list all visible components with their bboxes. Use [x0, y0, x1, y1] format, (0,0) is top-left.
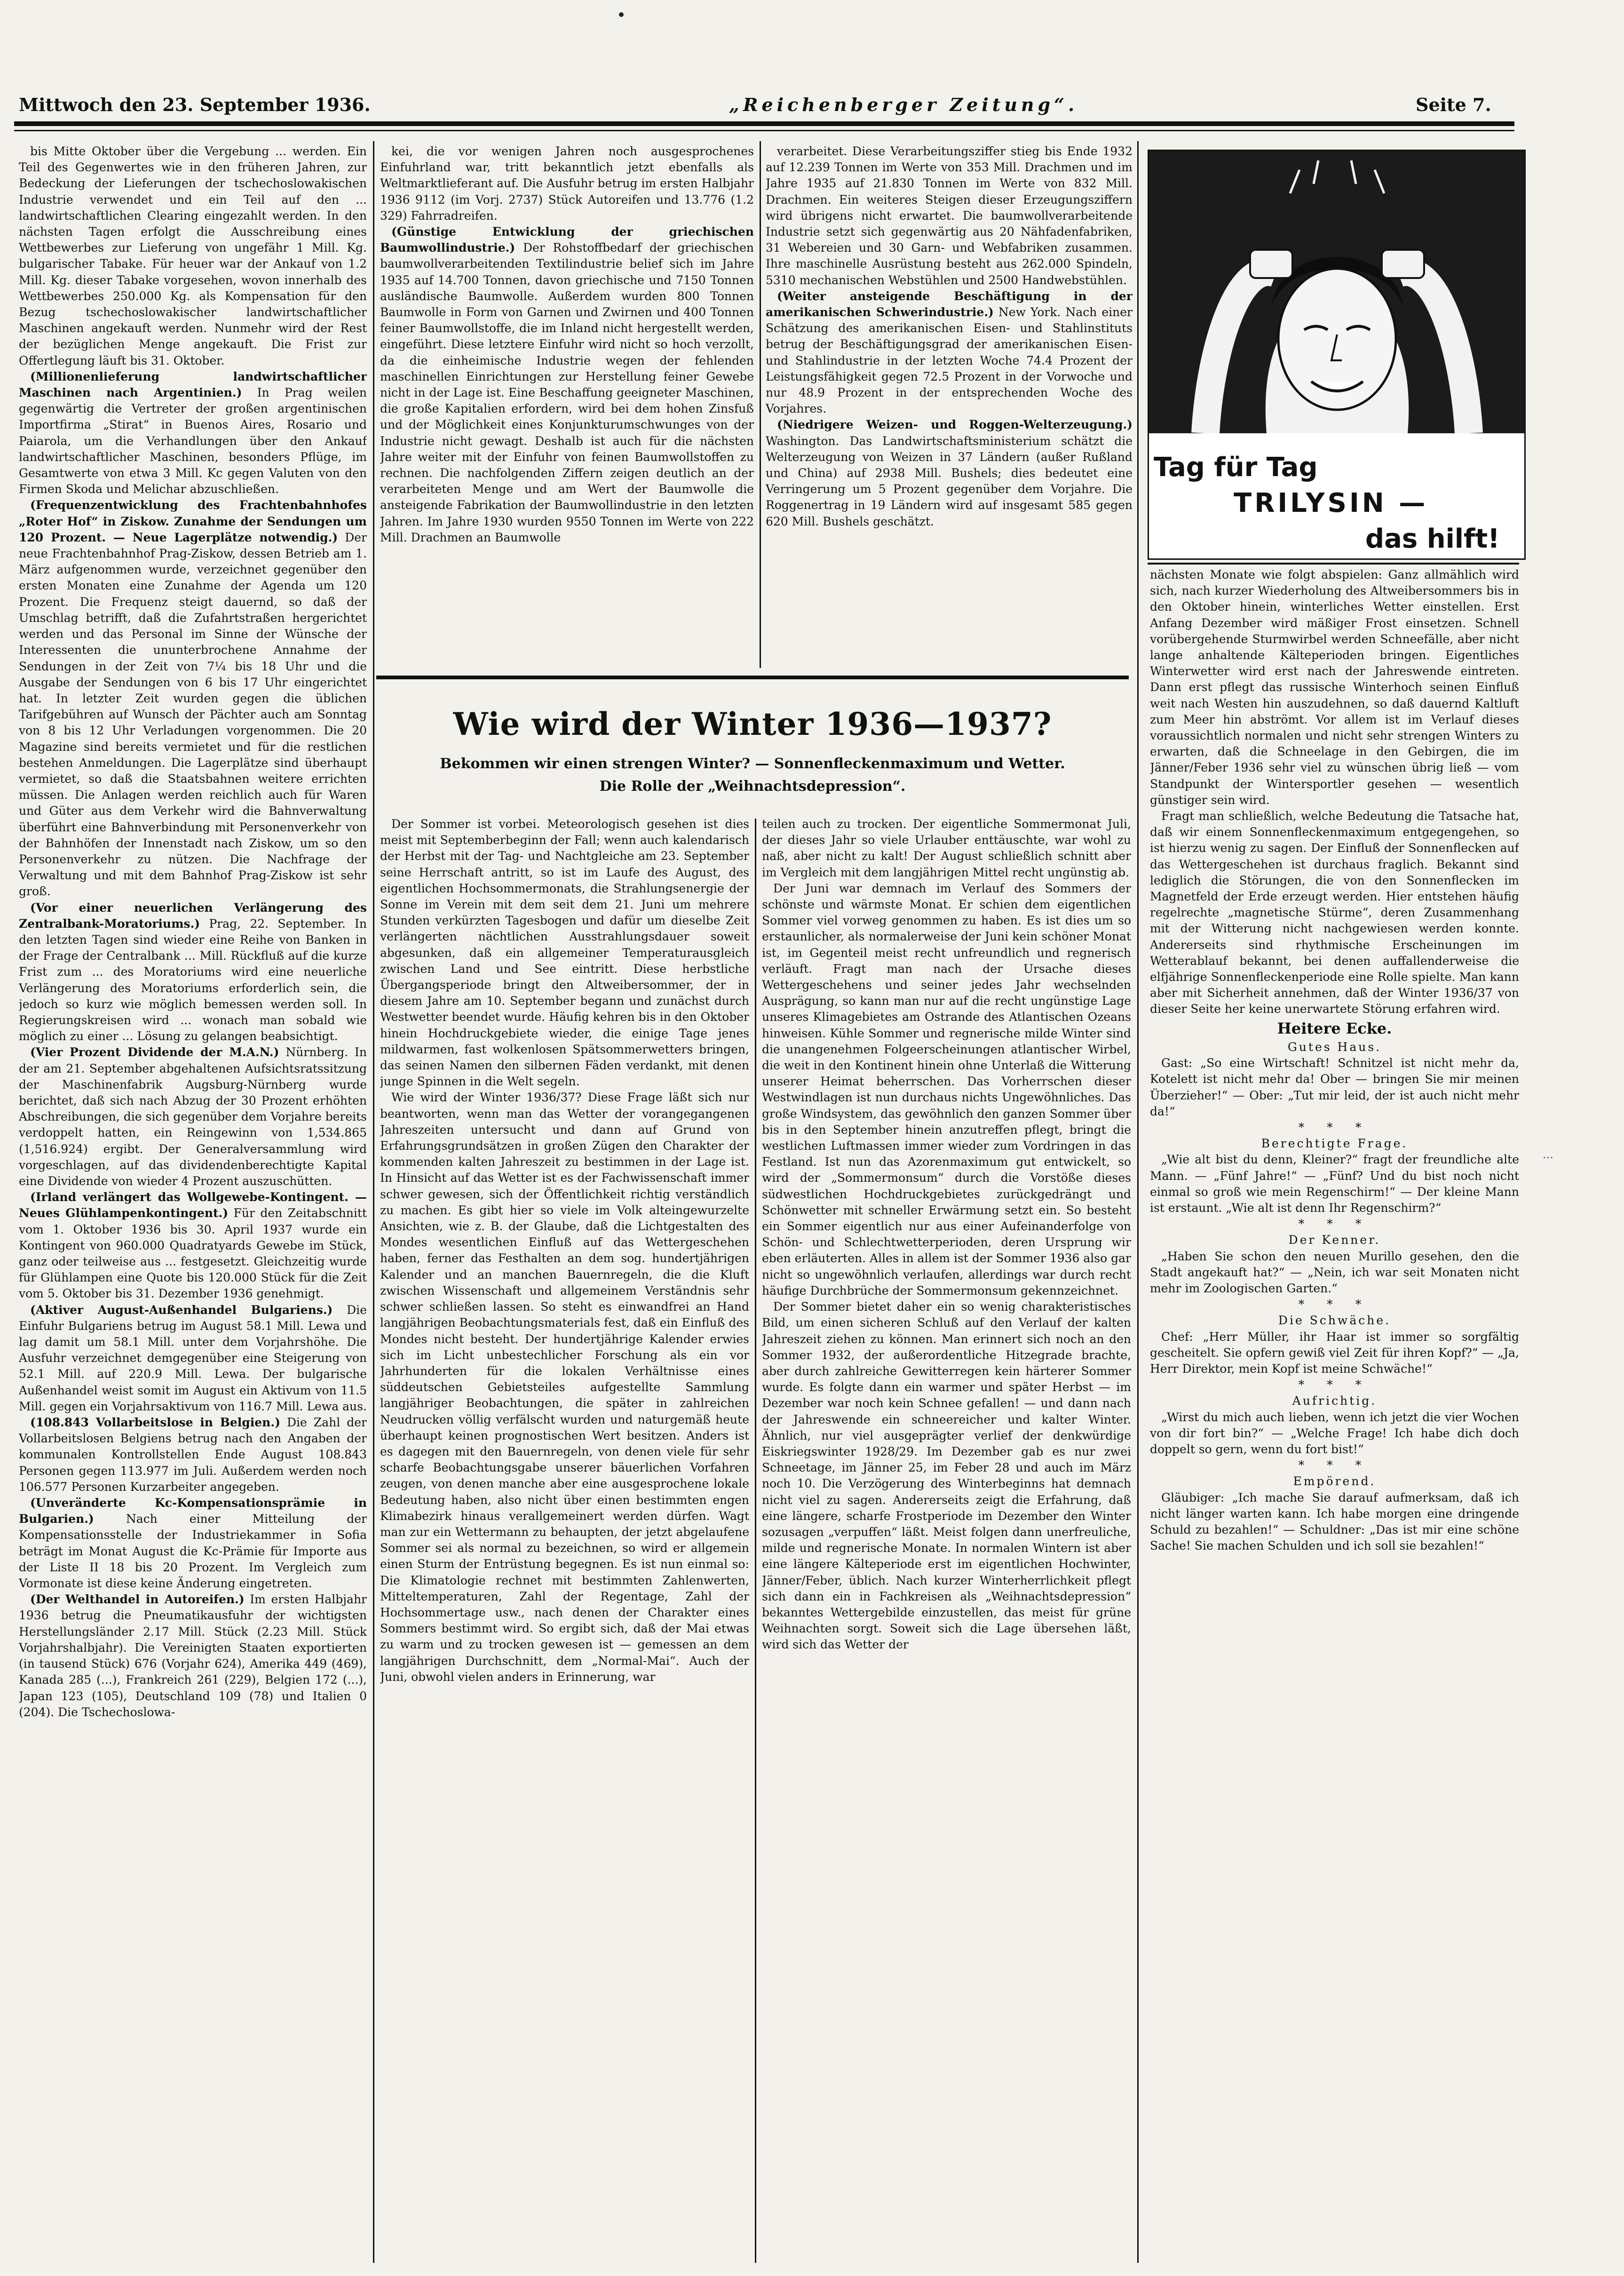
- joke-title: Gutes Haus.: [1287, 1040, 1382, 1054]
- news-heading: (Frequenzentwicklung des Frachtenbahnhofes „Roter Hof“ in Ziskow. Zunahme der Sendungen um 120 Prozent. — Neue Lagerplätze notwendig.): [19, 498, 367, 544]
- news-text: Der Rohstoffbedarf der griechischen baumwollverarbeitenden Textilindustrie belief sich im Jahre 1935 auf 14.700 Tonnen, davon griechische und 7150 Tonnen ausländische Baumwolle. Außerdem wurden 800 Tonnen Baumwolle in Form von Garnen und Zwirnen und 400 Tonnen feiner Baumwollstoffe, die im Inland nicht hergestellt werden, eingeführt. Diese letztere Einfuhr wird nicht so hoch verzollt, da die einheimische Industrie wegen der fehlenden maschinellen Einrichtungen zur Herstellung feiner Gewebe nicht in der Lage ist. Eine Beschaffung geeigneter Maschinen, die große Kapitalien erfordern, wird bei dem hohen Zinsfuß und der Möglichkeit eines Konjunkturumschwunges von der Industrie nicht gewagt. Deshalb ist auch für die nächsten Jahre weiter mit der Einfuhr von feinen Baumwollstoffen zu rechnen. Die nachfolgenden Ziffern zeigen deutlich an der verarbeiteten Menge und am Wert der Baumwolle die ansteigende Fabrikation der Baumwollindustrie in den letzten Jahren. Im Jahre 1930 wurden 9550 Tonnen im Werte von 222 Mill. Drachmen an Baumwolle: [380, 241, 754, 544]
- news-text: Für den Zeitabschnitt vom 1. Oktober 1936 bis 30. April 1937 wurde ein Kontingent von 960.000 Quadratyards Gewebe im Stück, ganz oder teilweise aus ... festgesetzt. Gleichzeitig wurde für Glühlampen eine Quote bis 120.000 Stück für die Zeit vom 5. Oktober bis 31. Dezember 1936 genehmigt.: [19, 1206, 367, 1301]
- news-heading: (Niedrigere Weizen- und Roggen-Welterzeugung.): [777, 418, 1133, 432]
- margin-mark: ...: [1543, 1148, 1553, 1161]
- separator-stars: * * *: [1298, 1217, 1371, 1231]
- header-date: Mittwoch den 23. September 1936.: [19, 94, 371, 115]
- article-paragraph: Der Sommer ist vorbei. Meteorologisch gesehen ist dies meist mit Septemberbeginn der Fall; wenn auch kalendarisch der Herbst mit der Tag- und Nachtgleiche am 23. September seine Herrschaft antritt, so ist im Laufe des August, des eigentlichen Hochsommermonats, die Strahlungsenergie der Sonne im Verein mit dem seit dem 21. Juni um mehrere Stunden verkürzten Tagesbogen und dafür um dieselbe Zeit verlängerten nächtlichen Ausstrahlungsdauer soweit abgesunken, daß ein allgemeiner Temperaturausgleich zwischen Land und See eintritt. Diese herbstliche Übergangsperiode bringt den Altweibersommer, der in diesem Jahre am 10. September begann und zunächst durch Westwetter beendet wurde. Häufig kehren bis in den Oktober hinein Hochdruckgebiete wieder, die einige Tage jenes mildwarmen, fast wolkenlosen Spätsommerwetters bringen, das seinen Namen den silbernen Fäden verdankt, mit denen junge Spinnen in die Welt segeln.: [380, 817, 749, 1089]
- news-text: Prag, 22. September. In den letzten Tagen sind wieder eine Reihe von Banken in der Frage der Centralbank ... Mill. Rückfluß auf die kurze Frist zum ... des Moratoriums wird eine neuerliche Verlängerung des Moratoriums erforderlich sein, die jedoch so kurz wie möglich bemessen werden soll. In Regierungskreisen wird ... wonach man sobald wie möglich zu einer ... Lösung zu gelangen beabsichtigt.: [19, 916, 367, 1043]
- article-paragraph: Der Sommer bietet daher ein so wenig charakteristisches Bild, um einen sicheren Schluß auf den Verlauf der kalten Jahreszeit ziehen zu können. Man erinnert sich noch an den Sommer 1932, der außerordentliche Hitzegrade brachte, aber durch zahlreiche Gewitterregen kein härterer Sommer wurde. Es folgte dann ein warmer und später Herbst — im Dezember war noch kein Schnee gefallen! — und dann nach der Jahreswende ein schneereicher und kalter Winter. Ähnlich, nur viel ausgeprägter verlief der denkwürdige Eiskriegswinter 1928/29. Im Dezember gab es nur zwei Schneetage, im Jänner 25, im Feber 28 und auch im März noch 10. Die Verzögerung des Winterbeginns hat demnach nicht viel zu sagen. Andererseits zeigt die Erfahrung, daß eine längere, scharfe Frostperiode im Dezember den Winter sozusagen „verpuffen“ läßt. Meist folgen dann unerfreuliche, milde und regnerische Monate. In normalen Wintern ist aber eine längere Kälteperiode erst im eigentlichen Hochwinter, Jänner/Feber, üblich. Nach kurzer Winterherrlichkeit pflegt sich dann ein in Fachkreisen als „Weihnachtsdepression“ bekanntes Wettergebilde einzustellen, das meist für grüne Weihnachten sorgt. Soweit sich die Lage übersehen läßt, wird sich das Wetter der: [762, 1300, 1131, 1652]
- news-text: Im ersten Halbjahr 1936 betrug die Pneumatikausfuhr der wichtigsten Herstellungsländer 2.17 Mill. Stück (2.23 Mill. Stück Vorjahrshalbjahr). Die Vereinigten Staaten exportierten (in tausend Stück) 676 (Vorjahr 624), Amerika 449 (469), Kanada 285 (...), Frankreich 261 (229), Belgien 172 (...), Japan 123 (105), Deutschland 109 (78) und Italien 0 (204). Die Tschechoslowa-: [19, 1592, 367, 1719]
- joke-text: Gläubiger: „Ich mache Sie darauf aufmerksam, daß ich nicht länger warten kann. Ich habe morgen eine dringende Schuld zu bezahlen!“ — Schuldner: „Das ist mir eine schöne Sache! Sie machen Schulden und ich soll sie bezahlen!“: [1150, 1490, 1519, 1553]
- news-text: Nürnberg. In der am 21. September abgehaltenen Aufsichtsratssitzung der Maschinenfabrik Augsburg-Nürnberg wurde berichtet, daß sich nach Abzug der 30 Prozent erhöhten Abschreibungen, die sich gegenüber dem Vorjahre bereits verdoppelt hatten, ein Reingewinn von 1,534.865 (1,516.924) ergibt. Der Generalversammlung wird vorgeschlagen, auf das dividendenberechtigte Kapital eine Dividende von wieder 4 Prozent auszuschütten.: [19, 1045, 367, 1188]
- ad-brand: TRILYSIN —: [1234, 488, 1428, 518]
- business-news-column-2: [380, 143, 754, 670]
- ad-slogan-2: das hilft!: [1365, 524, 1500, 554]
- column-rule: [760, 141, 761, 668]
- business-news-column-1: [19, 143, 367, 2263]
- separator-stars: * * *: [1298, 1297, 1371, 1312]
- news-heading: (Millionenlieferung landwirtschaftlicher Maschinen nach Argentinien.): [19, 369, 367, 400]
- article-subtitle: Die Rolle der „Weihnachtsdepression“.: [599, 778, 906, 795]
- ad-slogan-1: Tag für Tag: [1154, 452, 1318, 483]
- header-rule-thin: [14, 130, 1514, 131]
- print-mark: [619, 12, 624, 17]
- joke-text: Chef: „Herr Müller, ihr Haar ist immer so sorgfältig gescheitelt. Sie opfern gewiß viel Zeit für ihren Kopf?“ — „Ja, Herr Direktor, mein Kopf ist meine Schwäche!“: [1150, 1329, 1519, 1376]
- news-heading: (Der Welthandel in Autoreifen.): [30, 1592, 245, 1607]
- column-rule: [755, 819, 756, 2263]
- joke-title: Die Schwäche.: [1278, 1313, 1391, 1328]
- section-rule: [376, 676, 1129, 679]
- page-number: Seite 7.: [1416, 94, 1491, 115]
- header-rule: [14, 121, 1514, 126]
- article-title: Wie wird der Winter 1936—1937?: [453, 706, 1052, 742]
- news-text: Die Zahl der Vollarbeitslosen Belgiens betrug nach den Angaben der kommunalen Kontrollstellen Ende August 108.843 Personen gegen 113.977 im Juli. Außerdem werden noch 106.577 Personen Kurzarbeiter angegeben.: [19, 1416, 367, 1494]
- news-paragraph: verarbeitet. Diese Verarbeitungsziffer stieg bis Ende 1932 auf 12.239 Tonnen im Werte von 353 Mill. Drachmen und im Jahre 1935 auf 21.830 Tonnen im Werte von 832 Mill. Drachmen. Ein weiteres Steigen dieser Erzeugungsziffern wird übrigens nicht erwartet. Die baumwollverarbeitende Industrie setzt sich gegenwärtig aus 20 Nähfadenfabriken, 31 Webereien und 30 Garn- und Webfabriken zusammen. Ihre maschinelle Ausrüstung besteht aus 262.000 Spindeln, 5310 mechanischen Webstühlen und 2500 Handwebstühlen.: [766, 144, 1133, 287]
- article-paragraph: nächsten Monate wie folgt abspielen: Ganz allmählich wird sich, nach kurzer Wiederholung des Altweibersommers bis in den Oktober hinein, winterliches Wetter einstellen. Erst Anfang Dezember wird mäßiger Frost einsetzen. Schnell vorübergehende Sturmwirbel werden Schneefälle, aber nicht lange anhaltende Kälteperioden bringen. Eigentliches Winterwetter wird erst nach der Jahreswende eintreten. Dann erst pflegt das russische Winterhoch seinen Einfluß weit nach Westen hin auszudehnen, so daß dauernd Kaltluft zum Meer hin abströmt. Vor allem ist im Verlauf dieses voraussichtlich normalen und nicht sehr strengen Winters zu erwarten, daß die Schneelage in den Gebirgen, die im Jänner/Feber 1936 sehr viel zu wünschen übrig ließ — vom Standpunkt der Wintersportler gesehen — wesentlich günstiger sein wird.: [1150, 568, 1519, 807]
- news-heading: (Vier Prozent Dividende der M.A.N.): [30, 1045, 279, 1059]
- news-text: New York. Nach einer Schätzung des amerikanischen Eisen- und Stahlinstituts betrug der Beschäftigungsgrad der amerikanischen Eisen- und Stahlindustrie in der letzten Woche 74.4 Prozent der Leistungsfähigkeit gegen 72.5 Prozent in der Vorwoche und nur 48.9 Prozent in der entsprechenden Woche des Vorjahres.: [766, 305, 1133, 416]
- news-heading: (Vor einer neuerlichen Verlängerung des Zentralbank-Moratoriums.): [19, 900, 367, 931]
- joke-text: „Wirst du mich auch lieben, wenn ich jetzt die vier Wochen von dir fort bin?“ — „Welche Frage! Ich habe dich doch doppelt so gern, wenn du fort bist!“: [1150, 1410, 1519, 1456]
- separator-stars: * * *: [1298, 1458, 1371, 1472]
- column-rule: [1137, 141, 1139, 2263]
- news-heading: (Irland verlängert das Wollgewebe-Kontingent. — Neues Glühlampenkontingent.): [19, 1190, 367, 1220]
- news-heading: (Aktiver August-Außenhandel Bulgariens.): [30, 1303, 333, 1317]
- news-heading: (Unveränderte Kc-Kompensationsprämie in Bulgarien.): [19, 1496, 367, 1526]
- column-rule: [373, 141, 374, 2263]
- news-paragraph: kei, die vor wenigen Jahren noch ausgesprochenes Einfuhrland war, tritt bekanntlich jetzt ebenfalls als Weltmarktlieferant auf. Die Ausfuhr betrug im ersten Halbjahr 1936 9112 (im Vorj. 2737) Stück Autoreifen und 13.776 (1.2 329) Fahrradreifen.: [380, 144, 754, 223]
- news-text: In Prag weilen gegenwärtig die Vertreter der großen argentinischen Importfirma „Stirat“ in Buenos Aires, Rosario und Paiarola, um die Verhandlungen über den Ankauf landwirtschaftlicher Maschinen, besonders Pflüge, im Gesamtwerte von etwa 3 Mill. Kc gegen Valuten von den Firmen Skoda und Melichar abzuschließen.: [19, 386, 367, 496]
- news-text: Nach einer Mitteilung der Kompensationsstelle der Industriekammer in Sofia beträgt im Monat August die Kc-Prämie für Importe aus der Liste II 18 bis 20 Prozent. Im Vergleich zum Vormonate ist diese keine Änderung eingetreten.: [19, 1512, 367, 1591]
- joke-title: Aufrichtig.: [1292, 1394, 1377, 1408]
- news-text: Washington. Das Landwirtschaftsministerium schätzt die Welterzeugung von Weizen in 37 Ländern (außer Rußland und China) auf 2938 Mill. Bushels; dies bedeutet eine Verringerung um 5 Prozent gegenüber dem Vorjahre. Die Roggenertrag in 19 Ländern wird auf insgesamt 585 gegen 620 Mill. Bushels geschätzt.: [766, 434, 1133, 528]
- article-paragraph: Fragt man schließlich, welche Bedeutung die Tatsache hat, daß wir einem Sonnenfleckenmaximum entgegengehen, so ist hierzu wenig zu sagen. Der Einfluß der Sonnenflecken auf das Wettergeschehen ist durchaus fraglich. Bekannt sind lediglich die Störungen, die von den Sonnenflecken im Magnetfeld der Erde erzeugt werden. Hier entstehen häufig regelrechte „magnetische Stürme“, deren Zusammenhang mit der Witterung nicht nachgewiesen werden konnte. Andererseits sind rhythmische Erscheinungen im Wetterablauf bekannt, bei denen auffallenderweise die elfjährige Sonnenfleckenperiode eine Rolle spielte. Man kann aber mit Sicherheit annehmen, daß der Winter 1936/37 von dieser Seite her keine unerwartete Störung erfahren wird.: [1150, 809, 1519, 1016]
- news-text: Der neue Frachtenbahnhof Prag-Ziskow, dessen Betrieb am 1. März aufgenommen wurde, verzeichnet gegenüber den ersten Monaten eine Zunahme der Agenda um 120 Prozent. Die Frequenz steigt dauernd, so daß der Umschlag betrifft, daß die Zufahrtstraßen hergerichtet werden und das Personal im Sinne der Wünsche der Interessenten die ununterbrochene Annahme der Sendungen in der Zeit von 7¼ bis 18 Uhr und die Ausgabe der Sendungen von 6 bis 17 Uhr eingerichtet hat. In letzter Zeit wurden gegen die üblichen Tarifgebühren auf Wunsch der Pächter auch am Sonntag von 8 bis 12 Uhr Verladungen vorgenommen. Die 20 Magazine sind bereits vermietet und für die restlichen bestehen Anmeldungen. Die Lagerplätze sind überhaupt vermietet, so daß die Staatsbahnen weitere errichten müssen. Die Anlagen werden reichlich auch für Waren und Güter aus dem Verkehr wird die Bahnverwaltung überführt eine Bahnverbindung mit Personenverkehr von der Bahnhöfen der Innenstadt nach Ziskow, um so den Personenverkehr zu nützen. Die Nachfrage der Verwaltung und mit dem Bahnhof Prag-Ziskow ist sehr groß.: [19, 530, 367, 899]
- separator-stars: * * *: [1298, 1120, 1371, 1134]
- joke-title: Der Kenner.: [1288, 1233, 1381, 1247]
- business-news-column-3: [766, 143, 1133, 670]
- news-heading: (Günstige Entwicklung der griechischen Baumwollindustrie.): [380, 225, 754, 255]
- trilysin-advertisement: [1148, 150, 1526, 560]
- newspaper-name: „Reichenberger Zeitung“.: [729, 94, 1078, 115]
- joke-title: Berechtigte Frage.: [1261, 1137, 1408, 1151]
- article-paragraph: Wie wird der Winter 1936/37? Diese Frage läßt sich nur beantworten, wenn man das Wetter der vorangegangenen Jahreszeiten untersucht und dann auf Grund von Erfahrungsgrundsätzen in großen Zügen den Charakter der kommenden kalten Jahreszeit zu bestimmen in der Lage ist. In Hinsicht auf das Wetter ist es der Fachwissenschaft immer schwer gewesen, sich der Öffentlichkeit richtig verständlich zu machen. Es gibt hier so viele im Volk alteingewurzelte Ansichten, wie z. B. der Glaube, daß die Lichtgestalten des Mondes wesentlichen Einfluß auf das Wettergeschehen haben, ferner das Festhalten an dem sog. hundertjährigen Kalender und an manchen Bauernregeln, die die Kluft zwischen Wissenschaft und allgemeinem Verständnis sehr schwer schließen lassen. So steht es einwandfrei an Hand langjährigen Beobachtungsmaterials fest, daß ein Einfluß des Mondes nicht besteht. Der hundertjährige Kalender erwies sich im Licht unbestechlicher Forschung als ein vor Jahrhunderten für die lokalen Verhältnisse eines süddeutschen Gebietsteiles aufgestellte Sammlung langjähriger Beobachtungen, die später in zahlreichen Neudrucken völlig verfälscht wurden und naturgemäß heute überhaupt keinen prognostischen Wert besitzen. Anders ist es dagegen mit den Bauernregeln, von denen viele für sehr scharfe Beobachtungsgabe unserer bäuerlichen Vorfahren zeugen, von denen manche aber eine ausgesprochene lokale Bedeutung haben, also nicht über einen bestimmten engen Klimabezirk hinaus verallgemeinert werden dürfen. Wagt man zur ein Wettermann zu behaupten, der jetzt abgelaufene Sommer sei als normal zu bezeichnen, so wird er allgemein einen Sturm der Entrüstung begegnen. Es ist nun einmal so: Die Klimatologie rechnet mit bestimmten Zahlenwerten, Mitteltemperaturen, Zahl der Regentage, Zahl der Hochsommertage usw., nach denen der Charakter eines Sommers bestimmt wird. So ergibt sich, daß der Mai etwas zu warm und zu trocken gewesen ist — gemessen an dem langjährigen Durchschnitt, dem „Normal-Mai“. Auch der Juni, obwohl vielen anders in Erinnerung, war: [380, 1090, 749, 1684]
- news-heading: (108.843 Vollarbeitslose in Belgien.): [30, 1416, 280, 1430]
- joke-text: „Wie alt bist du denn, Kleiner?“ fragt der freundliche alte Mann. — „Fünf Jahre!“ — „Fünf? Und du bist noch nicht einmal so groß wie mein Regenschirm!“ — Der kleine Mann ist erstaunt. „Wie alt ist denn Ihr Regenschirm?“: [1150, 1153, 1519, 1215]
- joke-title: Empörend.: [1293, 1474, 1376, 1488]
- article-column-3: [1150, 567, 1519, 2263]
- news-heading: (Weiter ansteigende Beschäftigung in der amerikanischen Schwerindustrie.): [766, 289, 1133, 319]
- article-subtitle: Bekommen wir einen strengen Winter? — Sonnenfleckenmaximum und Wetter.: [440, 756, 1065, 772]
- joke-text: „Haben Sie schon den neuen Murillo gesehen, den die Stadt angekauft hat?“ — „Nein, ich war seit Monaten nicht mehr im Zoologischen Garten.“: [1150, 1249, 1519, 1295]
- article-column-2: [762, 816, 1131, 2263]
- article-column-1: [380, 816, 749, 2263]
- separator-stars: * * *: [1298, 1378, 1371, 1392]
- article-paragraph: Der Juni war demnach im Verlauf des Sommers der schönste und wärmste Monat. Er schien dem eigentlichen Sommer viel vorweg genommen zu haben. Es ist dies um so erstaunlicher, als normalerweise der Juni kein schöner Monat ist, im Gegenteil meist recht unfreundlich und regnerisch verläuft. Fragt man nach der Ursache dieses Wettergeschehens und seiner jedes Jahr wechselnden Ausprägung, so kann man nur auf die recht ungünstige Lage unseres Klimagebietes am Ostrande des Atlantischen Ozeans hinweisen. Kühle Sommer und regnerische milde Winter sind die unangenehmen Folgeerscheinungen atlantischer Wirbel, die weit in den Kontinent hinein ohne Unterlaß die Witterung unserer Heimat beherrschen. Das Vorherrschen dieser Westwindlagen ist nun durchaus nichts Ungewöhnliches. Das große Windsystem, das gewöhnlich den ganzen Sommer über bis in den September hinein anzutreffen pflegt, bringt die westlichen Luftmassen immer wieder zum Vordringen in das Festland. Ist nun das Azorenmaximum gut entwickelt, so wird der „Sommermonsum“ durch die Vorstöße dieses südwestlichen Hochdruckgebietes zurückgedrängt und Schönwetter mit schneller Erwärmung setzt ein. So besteht ein Sommer eigentlich nur aus einer Aufeinanderfolge von Schön- und Schlechtwetterperioden, deren Ursprung wir eben erläuterten. Alles in allem ist der Sommer 1936 also gar nicht so ungewöhnlich verlaufen, allerdings war durch recht häufige Durchbrüche der Sommermonsum gekennzeichnet.: [762, 881, 1131, 1297]
- news-text: Die Einfuhr Bulgariens betrug im August 58.1 Mill. Lewa und lag damit um 58.1 Mill. unter dem Vorjahrshöhe. Die Ausfuhr verzeichnet demgegenüber eine Steigerung von 52.1 Mill. auf 220.9 Mill. Lewa. Der bulgarische Außenhandel weist somit im August ein Aktivum von 11.5 Mill. gegen ein Vorjahrsaktivum von 116.7 Mill. Lewa aus.: [19, 1303, 367, 1413]
- section-rule: [1148, 563, 1519, 565]
- article-paragraph: teilen auch zu trocken. Der eigentliche Sommermonat Juli, der dieses Jahr so viele Urlauber enttäuschte, war wohl zu naß, aber nicht zu kalt! Der August schließlich schnitt aber im Vergleich mit dem langjährigen Mittel recht ungünstig ab.: [762, 817, 1131, 879]
- humor-section-title: Heitere Ecke.: [1277, 1019, 1392, 1037]
- joke-text: Gast: „So eine Wirtschaft! Schnitzel ist nicht mehr da, Kotelett ist nicht mehr da! Ober — bringen Sie mir meinen Überzieher!“ — Ober: „Tut mir leid, der ist auch nicht mehr da!“: [1150, 1056, 1519, 1118]
- man-illustration: [1149, 151, 1524, 433]
- news-paragraph: bis Mitte Oktober über die Vergebung ... werden. Ein Teil des Gegenwertes wie in den früheren Jahren, zur Bedeckung der Lieferungen der tschechoslowakischen Industrie verwendet und ein Teil auf den ... landwirtschaftlichen Clearing eingezahlt werden. In den nächsten Tagen erfolgt die Ausschreibung eines Wettbewerbes zur Lieferung von ungefähr 1 Mill. Kg. bulgarischer Tabake. Für heuer war der Ankauf von 1.2 Mill. Kg. dieser Tabake vorgesehen, wovon innerhalb des Wettbewerbes 250.000 Kg. als Kompensation für den Bezug tschechoslowakischer landwirtschaftlicher Maschinen angekauft werden. Nunmehr wird der Rest der bezüglichen Menge angekauft. Die Frist zur Offertlegung läuft bis 31. Oktober.: [19, 144, 367, 367]
